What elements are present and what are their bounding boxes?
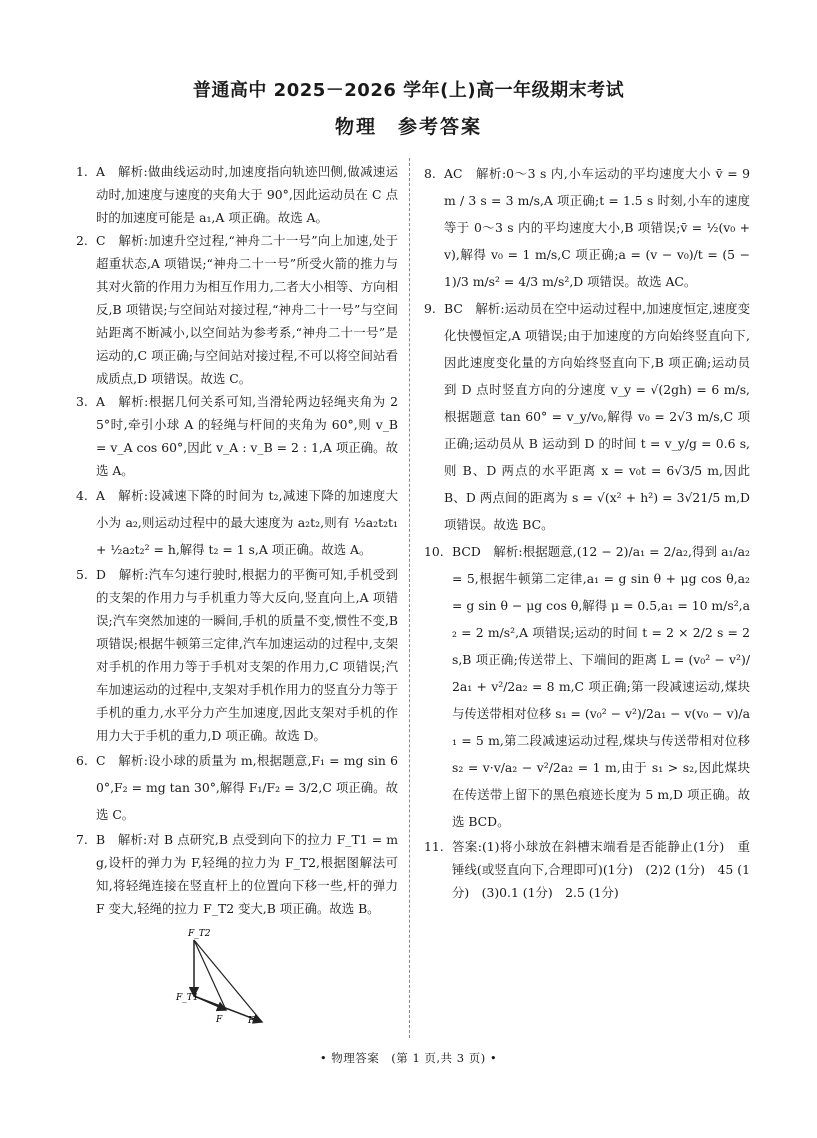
answer-text: B 解析:对 B 点研究,B 点受到向下的拉力 F_T1 = mg,设杆的弹力为 F,轻绳的拉力为 F_T2,根据图解法可知,将轻绳连接在竖直杆上的位置向下移一些,杆的弹力 F 变大,轻绳的拉力 F_T2 变大,B 项正确。故选 B。	[96, 832, 398, 916]
label-f-1: F	[216, 1015, 223, 1025]
page-footer: • 物理答案 (第 1 页,共 3 页) •	[319, 1051, 498, 1065]
answer-text: C 解析:设小球的质量为 m,根据题意,F₁ = mg sin 60°,F₂ = mg tan 30°,解得 F₁/F₂ = 3/2,C 项正确。故选 C。	[96, 753, 398, 822]
force-vector-diagram	[176, 926, 306, 1026]
answer-text: C 解析:加速升空过程,“神舟二十一号”向上加速,处于超重状态,A 项错误;“神舟二十一号”所受火箭的推力与其对火箭的作用力为相互作用力,二者大小相等、方向相反,B 项错误;与空间站对接过程,“神舟二十一号”与空间站距离不断减小,以空间站为参考系,“神舟二十一号”是运动的,C 项正确;与空间站对接过程,不可以将空间站看成质点,D 项错误。故选 C。	[96, 233, 398, 386]
answer-item-1	[76, 160, 398, 229]
page-title: 普通高中 2025－2026 学年(上)高一年级期末考试	[192, 80, 625, 101]
left-column	[76, 160, 398, 1031]
answer-text: BC 解析:运动员在空中运动过程中,加速度恒定,速度变化快慢恒定,A 项错误;由于加速度的方向始终竖直向下,因此速度变化量的方向始终竖直向下,B 项正确;运动员到 D 点时竖直方向的分速度 v_y = √(2gh) = 6 m/s,根据题意 tan 60° = v_y/v₀,解得 v₀ = 2√3 m/s,C 项正确;运动员从 B 运动到 D 的时间 t = v_y/g = 0.6 s,则 B、D 两点的水平距离 x = v₀t = 6√3/5 m,因此 B、D 两点间的距离为 s = √(x² + h²) = 3√21/5 m,D 项错误。故选 BC。	[444, 301, 750, 532]
answer-item-10	[424, 538, 750, 835]
column-divider	[409, 158, 410, 1038]
answer-item-8	[424, 160, 750, 295]
answer-item-7	[76, 828, 398, 920]
answer-number: 5.	[76, 567, 88, 582]
answer-item-3	[76, 390, 398, 482]
answer-number: 8.	[424, 166, 436, 181]
answer-number: 10.	[424, 544, 444, 559]
answer-number: 4.	[76, 488, 88, 503]
answer-number: 7.	[76, 832, 88, 847]
answer-text: D 解析:汽车匀速行驶时,根据力的平衡可知,手机受到的支架的作用力与手机重力等大反向,竖直向上,A 项错误;汽车突然加速的一瞬间,手机的质量不变,惯性不变,B 项错误;根据牛顿第三定律,汽车加速运动的过程中,支架对手机的作用力等于手机对支架的作用力,C 项错误;汽车加速运动的过程中,支架对手机作用力的竖直分力等于手机的重力,水平分力产生加速度,因此支架对手机的作用力大于手机的重力,D 项正确。故选 D。	[96, 567, 398, 743]
answer-number: 9.	[424, 301, 436, 316]
answer-item-4	[76, 482, 398, 563]
answer-number: 2.	[76, 233, 88, 248]
answer-text: AC 解析:0～3 s 内,小车运动的平均速度大小 v̄ = 9 m / 3 s = 3 m/s,A 项正确;t = 1.5 s 时刻,小车的速度等于 0～3 s 内的平均速度大小,B 项错误;v̄ = ½(v₀ + v),解得 v₀ = 1 m/s,C 项正确;a = (v − v₀)/t = (5 − 1)/3 m/s² = 4/3 m/s²,D 项错误。故选 AC。	[444, 166, 750, 289]
answer-number: 6.	[76, 753, 88, 768]
answer-item-9	[424, 295, 750, 538]
answer-item-11	[424, 835, 750, 904]
answer-text: A 解析:做曲线运动时,加速度指向轨迹凹侧,做减速运动时,加速度与速度的夹角大于 90°,因此运动员在 C 点时的加速度可能是 a₁,A 项正确。故选 A。	[96, 164, 398, 225]
answer-number: 1.	[76, 164, 88, 179]
answer-number: 11.	[424, 839, 444, 854]
force-ft2-line-1	[194, 940, 226, 1010]
right-column	[424, 160, 750, 904]
answer-text: A 解析:根据几何关系可知,当滑轮两边轻绳夹角为 25°时,牵引小球 A 的轻绳与杆间的夹角为 60°,则 v_B = v_A cos 60°,因此 v_A : v_B = 2 : 1,A 项正确。故选 A。	[96, 394, 398, 478]
answer-text: 答案:(1)将小球放在斜槽末端看是否能静止(1分) 重锤线(或竖直向下,合理即可)(1分) (2)2 (1分) 45 (1分) (3)0.1 (1分) 2.5 (1分)	[452, 839, 750, 900]
answer-item-2	[76, 229, 398, 390]
label-f-2: F	[248, 1016, 255, 1026]
label-ft2: F_T2	[188, 929, 211, 939]
answer-item-6	[76, 747, 398, 828]
label-ft1: F_T1	[176, 993, 199, 1003]
answer-number: 3.	[76, 394, 88, 409]
answer-text: A 解析:设减速下降的时间为 t₂,减速下降的加速度大小为 a₂,则运动过程中的最大速度为 a₂t₂,则有 ½a₂t₂t₁ + ½a₂t₂² = h,解得 t₂ = 1 s,A 项正确。故选 A。	[96, 488, 398, 557]
page-subtitle: 物理 参考答案	[334, 116, 482, 138]
answer-item-5	[76, 563, 398, 747]
answer-text: BCD 解析:根据题意,(12 − 2)/a₁ = 2/a₂,得到 a₁/a₂ = 5,根据牛顿第二定律,a₁ = g sin θ + μg cos θ,a₂ = g sin θ − μg cos θ,解得 μ = 0.5,a₁ = 10 m/s²,a₂ = 2 m/s²,A 项错误;运动的时间 t = 2 × 2/2 s = 2 s,B 项正确;传送带上、下端间的距离 L = (v₀² − v²)/2a₁ + v²/2a₂ = 8 m,C 项正确;第一段减速运动,煤块与传送带相对位移 s₁ = (v₀² − v²)/2a₁ − v(v₀ − v)/a₁ = 5 m,第二段减速运动过程,煤块与传送带相对位移 s₂ = v·v/a₂ − v²/2a₂ = 1 m,由于 s₁ > s₂,因此煤块在传送带上留下的黑色痕迹长度为 5 m,D 项正确。故选 BCD。	[452, 544, 750, 829]
